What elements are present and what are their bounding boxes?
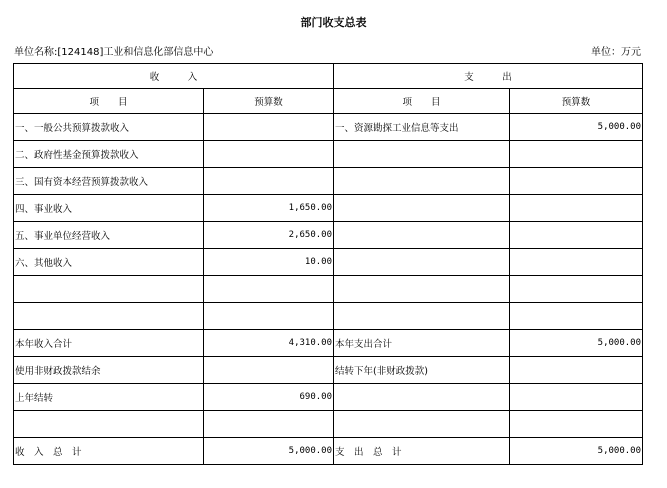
income-budget-cell (204, 141, 334, 168)
income-item-cell: 一、一般公共预算拨款收入 (14, 114, 204, 141)
income-item-cell (14, 303, 204, 330)
income-budget-cell: 690.00 (204, 384, 334, 411)
income-item-cell: 收 入 总 计 (14, 438, 204, 465)
income-item-cell: 三、国有资本经营预算拨款收入 (14, 168, 204, 195)
table-row (14, 384, 643, 411)
expense-budget-cell (510, 357, 643, 384)
expense-item-cell (334, 168, 510, 195)
income-budget-header: 预算数 (204, 89, 334, 114)
expense-item-cell (334, 411, 510, 438)
expense-budget-cell (510, 384, 643, 411)
income-section-header: 收 入 (14, 64, 334, 89)
table-row (14, 222, 643, 249)
income-budget-cell (204, 303, 334, 330)
income-item-cell: 本年收入合计 (14, 330, 204, 357)
section-header-row (14, 64, 643, 89)
table-row (14, 330, 643, 357)
expense-budget-cell (510, 141, 643, 168)
income-budget-cell (204, 114, 334, 141)
income-expense-table (13, 63, 643, 465)
table-row (14, 168, 643, 195)
income-budget-cell (204, 168, 334, 195)
expense-budget-cell (510, 303, 643, 330)
expense-item-cell: 一、资源勘探工业信息等支出 (334, 114, 510, 141)
income-budget-cell (204, 411, 334, 438)
table-row (14, 114, 643, 141)
income-item-cell (14, 276, 204, 303)
expense-budget-cell (510, 195, 643, 222)
income-item-cell: 四、事业收入 (14, 195, 204, 222)
expense-budget-cell (510, 411, 643, 438)
table-row (14, 411, 643, 438)
expense-item-cell (334, 249, 510, 276)
expense-item-cell (334, 276, 510, 303)
expense-item-cell (334, 303, 510, 330)
income-item-cell: 使用非财政拨款结余 (14, 357, 204, 384)
income-item-cell (14, 411, 204, 438)
table-row (14, 276, 643, 303)
income-item-cell: 上年结转 (14, 384, 204, 411)
table-row (14, 141, 643, 168)
income-budget-cell: 5,000.00 (204, 438, 334, 465)
expense-item-cell (334, 195, 510, 222)
unit-name-label: 单位名称:[124148]工业和信息化部信息中心 (14, 47, 214, 58)
currency-unit-label: 单位：万元 (591, 47, 641, 58)
expense-item-cell: 本年支出合计 (334, 330, 510, 357)
income-item-cell: 二、政府性基金预算拨款收入 (14, 141, 204, 168)
expense-budget-cell (510, 276, 643, 303)
income-budget-cell (204, 357, 334, 384)
income-budget-cell: 4,310.00 (204, 330, 334, 357)
income-item-cell: 五、事业单位经营收入 (14, 222, 204, 249)
column-header-row (14, 89, 643, 114)
expense-item-cell (334, 141, 510, 168)
expense-item-cell (334, 222, 510, 249)
income-budget-cell: 10.00 (204, 249, 334, 276)
expense-budget-cell: 5,000.00 (510, 330, 643, 357)
expense-budget-cell (510, 249, 643, 276)
income-item-cell: 六、其他收入 (14, 249, 204, 276)
expense-budget-cell: 5,000.00 (510, 438, 643, 465)
table-row (14, 303, 643, 330)
expense-item-cell: 支 出 总 计 (334, 438, 510, 465)
income-item-header: 项 目 (14, 89, 204, 114)
income-budget-cell (204, 276, 334, 303)
report-title: 部门收支总表 (300, 16, 367, 29)
expense-budget-header: 预算数 (510, 89, 643, 114)
expense-section-header: 支 出 (334, 64, 643, 89)
expense-item-cell: 结转下年(非财政拨款) (334, 357, 510, 384)
expense-item-cell (334, 384, 510, 411)
table-row (14, 195, 643, 222)
expense-budget-cell (510, 168, 643, 195)
expense-item-header: 项 目 (334, 89, 510, 114)
expense-budget-cell: 5,000.00 (510, 114, 643, 141)
table-row (14, 438, 643, 465)
table-row (14, 249, 643, 276)
income-budget-cell: 1,650.00 (204, 195, 334, 222)
table-row (14, 357, 643, 384)
income-budget-cell: 2,650.00 (204, 222, 334, 249)
expense-budget-cell (510, 222, 643, 249)
